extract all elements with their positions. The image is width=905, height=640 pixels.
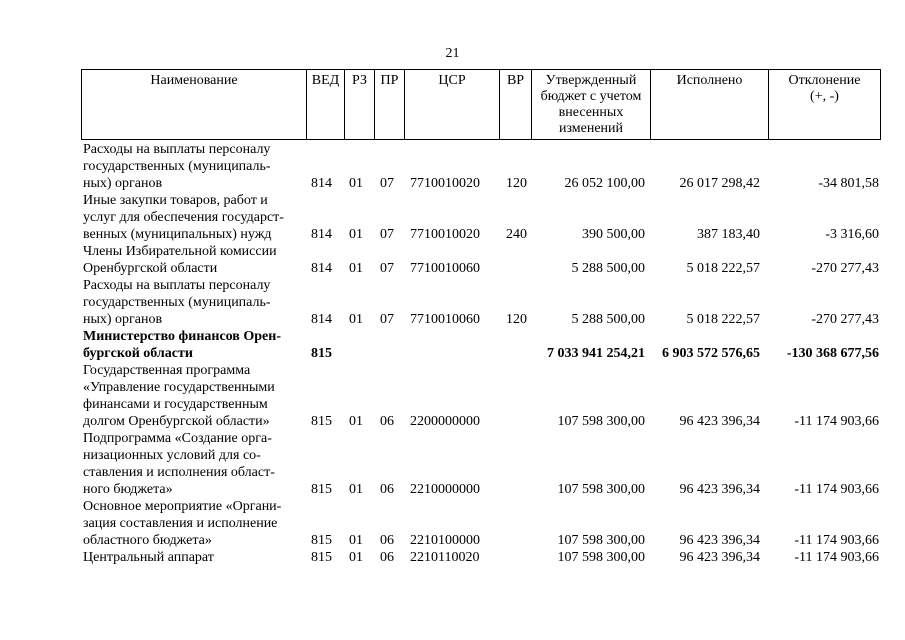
row-pr: 06 (380, 533, 394, 548)
row-rz: 01 (349, 533, 363, 548)
row-csr: 2210000000 (410, 482, 480, 497)
table-row (81, 141, 881, 192)
row-name: Иные закупки товаров, работ и услуг для обеспечения государст- венных (муниципальных) нужд (83, 193, 284, 242)
row-csr: 7710010020 (410, 227, 480, 242)
row-executed: 96 423 396,34 (679, 414, 760, 429)
table-row (81, 430, 881, 498)
row-deviation: -11 174 903,66 (794, 550, 879, 565)
row-deviation: -3 316,60 (825, 227, 879, 242)
header-rz: РЗ (344, 70, 374, 139)
row-vr: 120 (506, 176, 527, 191)
table-row (81, 549, 881, 566)
row-rz: 01 (349, 176, 363, 191)
row-vr: 120 (506, 312, 527, 327)
row-executed: 96 423 396,34 (679, 482, 760, 497)
table-row (81, 243, 881, 277)
row-name: Министерство финансов Орен- бургской области (83, 329, 281, 361)
row-pr: 07 (380, 261, 394, 276)
table-row (81, 362, 881, 430)
header-executed: Исполнено (650, 70, 768, 139)
row-budget: 107 598 300,00 (557, 533, 645, 548)
page-number: 21 (445, 46, 460, 61)
row-budget: 5 288 500,00 (571, 312, 645, 327)
row-rz: 01 (349, 227, 363, 242)
row-budget: 7 033 941 254,21 (547, 346, 645, 361)
row-deviation: -11 174 903,66 (794, 414, 879, 429)
row-vr: 240 (506, 227, 527, 242)
row-ved: 814 (311, 176, 332, 191)
row-budget: 107 598 300,00 (557, 482, 645, 497)
row-pr: 07 (380, 312, 394, 327)
row-csr: 2210100000 (410, 533, 480, 548)
table-row (81, 192, 881, 243)
row-rz: 01 (349, 482, 363, 497)
row-ved: 815 (311, 414, 332, 429)
row-budget: 107 598 300,00 (557, 550, 645, 565)
header-csr: ЦСР (404, 70, 499, 139)
row-pr: 06 (380, 414, 394, 429)
row-deviation: -11 174 903,66 (794, 482, 879, 497)
row-deviation: -34 801,58 (818, 176, 879, 191)
header-vr: ВР (499, 70, 531, 139)
header-ved: ВЕД (306, 70, 344, 139)
row-executed: 387 183,40 (697, 227, 760, 242)
row-csr: 2200000000 (410, 414, 480, 429)
row-pr: 07 (380, 227, 394, 242)
row-name: Члены Избирательной комиссии Оренбургской области (83, 244, 277, 276)
row-name: Основное мероприятие «Органи- зация составления и исполнение областного бюджета» (83, 499, 282, 548)
row-rz: 01 (349, 550, 363, 565)
table-row (81, 498, 881, 549)
row-executed: 5 018 222,57 (686, 261, 760, 276)
header-budget: Утвержденный бюджет с учетом внесенных изменений (531, 70, 650, 139)
row-name: Центральный аппарат (83, 550, 214, 565)
row-budget: 107 598 300,00 (557, 414, 645, 429)
row-csr: 7710010060 (410, 261, 480, 276)
row-name: Расходы на выплаты персоналу государственных (муниципаль- ных) органов (83, 278, 271, 327)
row-budget: 26 052 100,00 (564, 176, 645, 191)
row-rz: 01 (349, 261, 363, 276)
row-executed: 96 423 396,34 (679, 550, 760, 565)
header-deviation: Отклонение (+, -) (768, 70, 881, 139)
row-ved: 815 (311, 533, 332, 548)
row-name: Государственная программа «Управление государственными финансами и государственным долгом Оренбургской области» (83, 363, 275, 429)
row-ved: 815 (311, 346, 332, 361)
row-ved: 814 (311, 312, 332, 327)
row-csr: 7710010020 (410, 176, 480, 191)
row-ved: 815 (311, 482, 332, 497)
row-budget: 390 500,00 (582, 227, 645, 242)
row-executed: 96 423 396,34 (679, 533, 760, 548)
table-body (81, 141, 881, 566)
row-name: Подпрограмма «Создание орга- низационных условий для со- ставления и исполнения област- ного бюджета» (83, 431, 275, 497)
row-ved: 814 (311, 227, 332, 242)
row-ved: 815 (311, 550, 332, 565)
row-deviation: -270 277,43 (811, 261, 879, 276)
row-csr: 7710010060 (410, 312, 480, 327)
row-deviation: -11 174 903,66 (794, 533, 879, 548)
row-csr: 2210110020 (410, 550, 480, 565)
row-pr: 06 (380, 482, 394, 497)
row-rz: 01 (349, 312, 363, 327)
row-pr: 06 (380, 550, 394, 565)
header-pr: ПР (374, 70, 404, 139)
table-row (81, 328, 881, 362)
row-executed: 5 018 222,57 (686, 312, 760, 327)
row-ved: 814 (311, 261, 332, 276)
row-pr: 07 (380, 176, 394, 191)
row-executed: 6 903 572 576,65 (662, 346, 760, 361)
row-name: Расходы на выплаты персоналу государственных (муниципаль- ных) органов (83, 142, 271, 191)
row-budget: 5 288 500,00 (571, 261, 645, 276)
row-rz: 01 (349, 414, 363, 429)
row-deviation: -270 277,43 (811, 312, 879, 327)
table-row (81, 277, 881, 328)
row-executed: 26 017 298,42 (679, 176, 760, 191)
header-name: Наименование (81, 70, 306, 139)
row-deviation: -130 368 677,56 (786, 346, 879, 361)
table-header (81, 69, 881, 140)
